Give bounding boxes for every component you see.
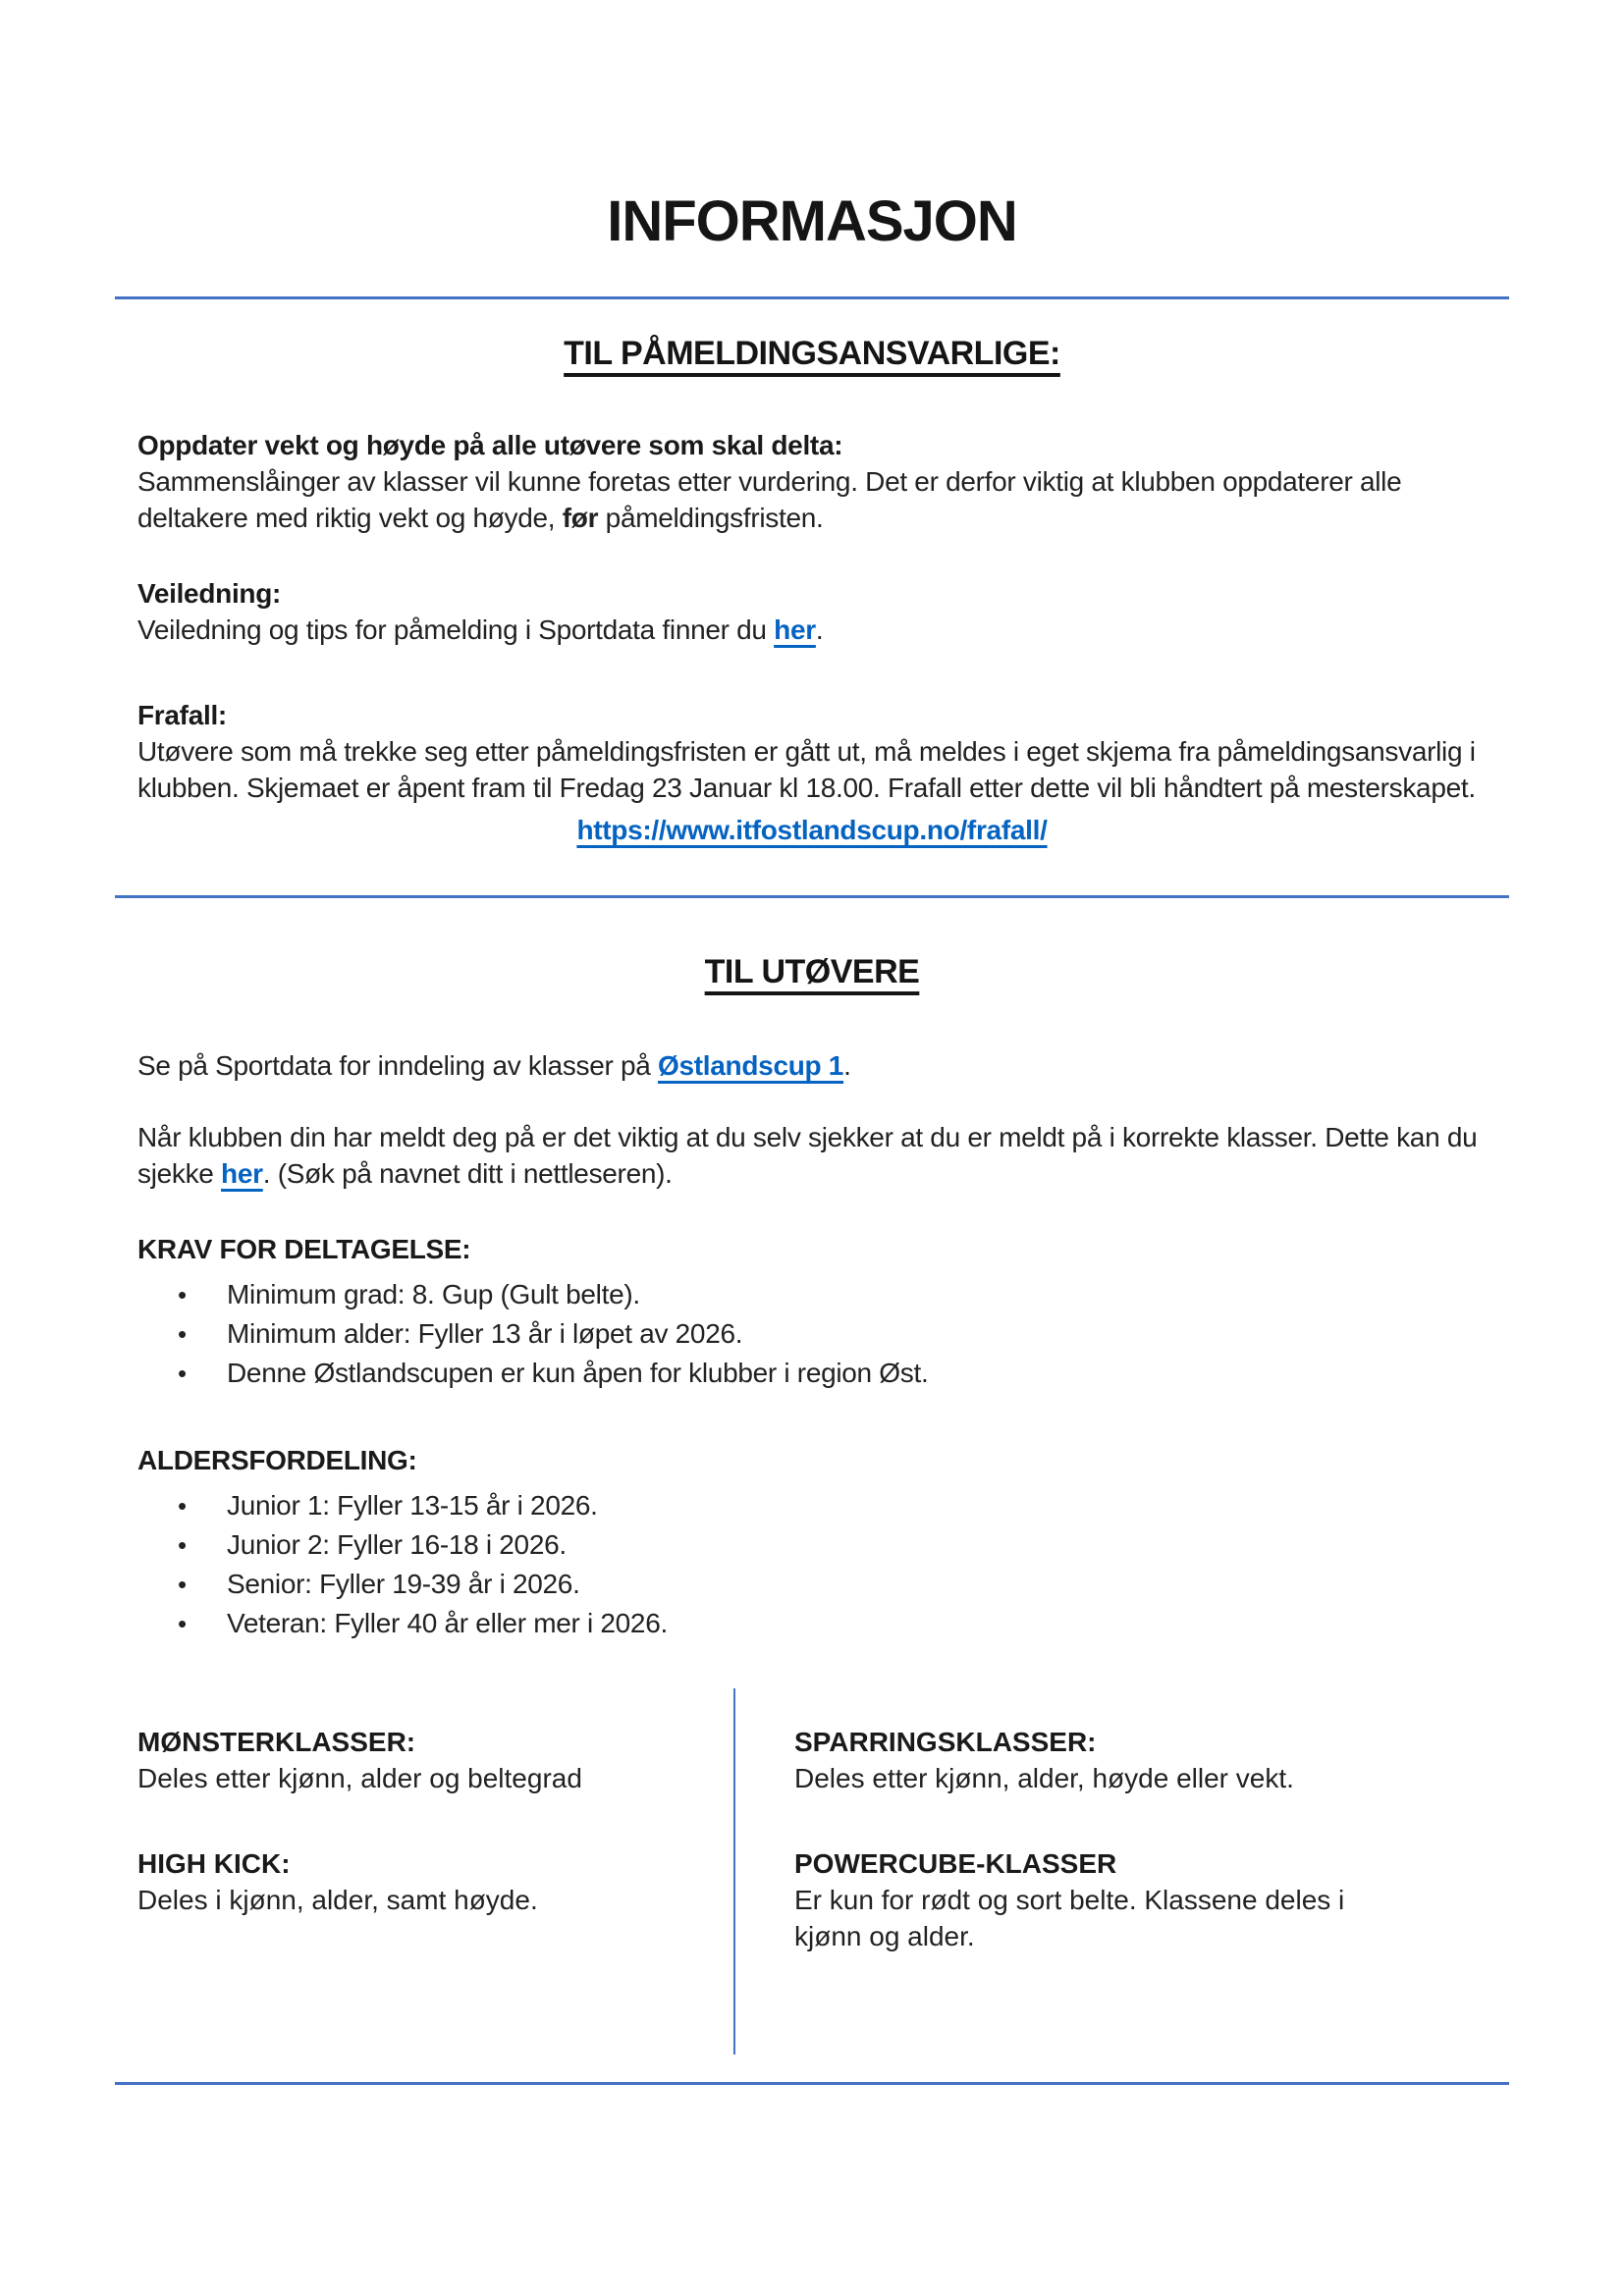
powercube-heading: POWERCUBE-KLASSER xyxy=(794,1848,1117,1879)
intro-text: Se på Sportdata for inndeling av klasser på Østlandscup 1. xyxy=(137,1050,851,1081)
bullet-icon: • xyxy=(178,1609,187,1638)
section-heading-registrars: TIL PÅMELDINGSANSVARLIGE: xyxy=(564,335,1060,372)
powercube-text: Er kun for rødt og sort belte. Klassene deles i kjønn og alder. xyxy=(794,1885,1345,1951)
list-item: • Junior 2: Fyller 16-18 i 2026. xyxy=(115,1525,1509,1565)
list-item: • Junior 1: Fyller 13-15 år i 2026. xyxy=(115,1486,1509,1525)
bullet-icon: • xyxy=(178,1280,187,1309)
ostlandscup-link[interactable]: Østlandscup 1 xyxy=(658,1050,844,1081)
bullet-icon: • xyxy=(178,1359,187,1388)
withdrawal-text: Utøvere som må trekke seg etter påmeldingsfristen er gått ut, må meldes i eget skjema fra påmeldingsansvarlig i klubben. Skjemaet er åpent fram til Fredag 23 Januar kl 18.00. Frafall etter dette vil bli håndtert på mesterskapet. xyxy=(137,736,1476,803)
sparringsklasser-heading: SPARRINGSKLASSER: xyxy=(794,1727,1097,1757)
class-columns xyxy=(115,1688,1509,2055)
update-weight-heading: Oppdater vekt og høyde på alle utøvere som skal delta: xyxy=(137,430,843,460)
column-left xyxy=(115,1688,733,2055)
monsterklasser-text: Deles etter kjønn, alder og beltegrad xyxy=(137,1763,582,1793)
section-heading-athletes: TIL UTØVERE xyxy=(704,953,920,990)
bullet-icon: • xyxy=(178,1570,187,1599)
bullet-icon: • xyxy=(178,1319,187,1349)
requirements-list xyxy=(115,1275,1509,1393)
list-item: • Veteran: Fyller 40 år eller mer i 2026. xyxy=(115,1604,1509,1643)
withdrawal-link-line xyxy=(137,812,1487,848)
list-item: • Minimum grad: 8. Gup (Gult belte). xyxy=(115,1275,1509,1314)
update-weight-text: Sammenslåinger av klasser vil kunne foretas etter vurdering. Det er derfor viktig at klubben oppdaterer alle deltakere med riktig vekt og høyde, før påmeldingsfristen. xyxy=(137,466,1402,533)
check-classes-text: Når klubben din har meldt deg på er det viktig at du selv sjekker at du er meldt på i korrekte klasser. Dette kan du sjekke her. (Søk på navnet ditt i nettleseren). xyxy=(137,1122,1478,1189)
list-item: • Senior: Fyller 19-39 år i 2026. xyxy=(115,1565,1509,1604)
list-item: • Denne Østlandscupen er kun åpen for klubber i region Øst. xyxy=(115,1354,1509,1393)
frafall-url-link[interactable]: https://www.itfostlandscup.no/frafall/ xyxy=(576,815,1048,845)
guide-text: Veiledning og tips for påmelding i Sportdata finner du her. xyxy=(137,614,824,645)
guide-heading: Veiledning: xyxy=(137,578,282,609)
bullet-icon: • xyxy=(178,1530,187,1560)
highkick-heading: HIGH KICK: xyxy=(137,1848,291,1879)
age-groups-list xyxy=(115,1486,1509,1643)
check-her-link[interactable]: her xyxy=(221,1158,263,1189)
column-right xyxy=(735,1688,1423,2055)
bullet-icon: • xyxy=(178,1491,187,1521)
highkick-text: Deles i kjønn, alder, samt høyde. xyxy=(137,1885,538,1915)
guide-her-link[interactable]: her xyxy=(774,614,816,645)
age-groups-heading: ALDERSFORDELING: xyxy=(137,1445,417,1475)
section-rule xyxy=(115,895,1509,898)
withdrawal-heading: Frafall: xyxy=(137,700,227,730)
requirements-heading: KRAV FOR DELTAGELSE: xyxy=(137,1234,471,1264)
sparringsklasser-text: Deles etter kjønn, alder, høyde eller vekt. xyxy=(794,1763,1294,1793)
title-rule xyxy=(115,296,1509,299)
bottom-rule xyxy=(115,2082,1509,2085)
list-item: • Minimum alder: Fyller 13 år i løpet av 2026. xyxy=(115,1314,1509,1354)
page-title: INFORMASJON xyxy=(607,189,1017,253)
monsterklasser-heading: MØNSTERKLASSER: xyxy=(137,1727,416,1757)
bold-word: før xyxy=(562,503,599,533)
